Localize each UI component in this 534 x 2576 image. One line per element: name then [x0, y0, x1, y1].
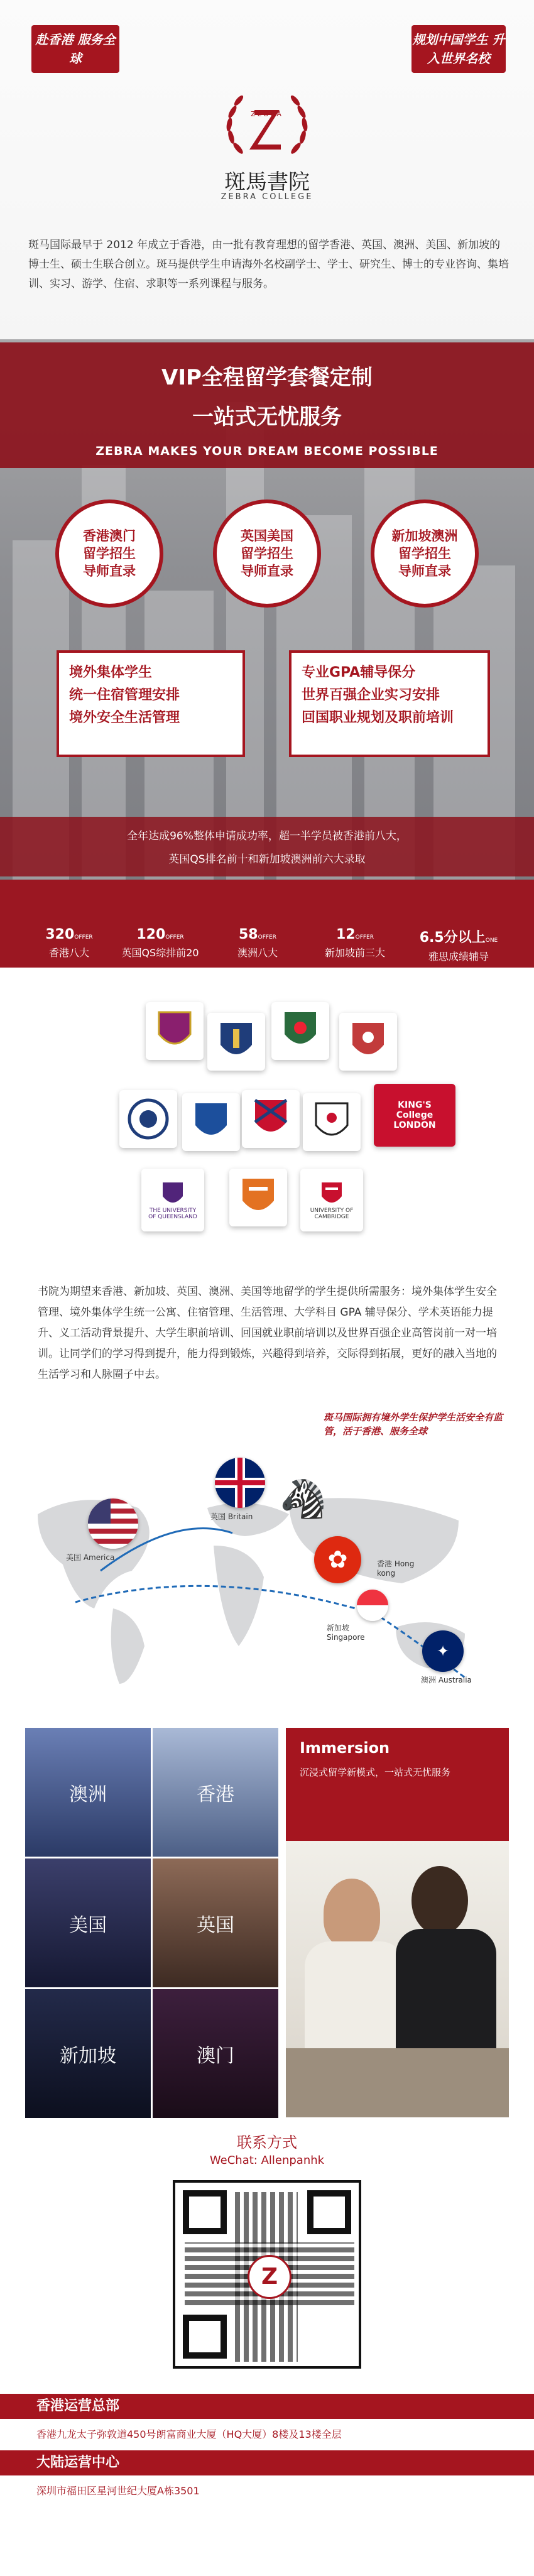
hong-kong-flag-icon: ✿ — [314, 1536, 361, 1583]
achievement-line-1: 全年达成96%整体申请成功率，超一半学员被香港前八大， — [127, 830, 407, 843]
achievement-banner — [0, 817, 534, 876]
stat-suffix: OFFER — [355, 934, 374, 941]
stat-number: 120 — [136, 927, 166, 942]
vip-title: VIP全程留学套餐定制 — [161, 365, 373, 390]
crest-icon — [156, 1009, 193, 1053]
university-crest-badge — [207, 1013, 265, 1071]
university-seal-badge — [119, 1090, 177, 1148]
service-circle-hk — [55, 499, 163, 608]
office-address-mainland: 深圳市福田区星河世纪大厦A栋3501 — [36, 2485, 200, 2497]
map-tagline: 斑马国际拥有境外学生保护学生活安全有监管，活于香港、服务全球 — [324, 1412, 503, 1437]
kings-college-text: KING'S College LONDON — [393, 1100, 436, 1130]
crest-icon — [252, 1097, 290, 1141]
stat-label: 澳洲八大 — [237, 947, 278, 959]
immersion-title: Immersion — [300, 1739, 390, 1757]
wechat-id: WeChat: Allenpanhk — [209, 2154, 325, 2167]
stat-number: 6.5分以上 — [419, 930, 486, 946]
stat-label: 香港八大 — [48, 947, 89, 959]
city-tile-label: 新加坡 — [60, 2044, 116, 2067]
logo-wordmark: ZEBRA — [251, 110, 283, 118]
stat-number: 320 — [45, 927, 75, 942]
map-label-britain: 英国 Britain — [210, 1512, 253, 1521]
cambridge-text: UNIVERSITY OF CAMBRIDGE — [310, 1208, 354, 1220]
map-label-america: 美国 America — [66, 1553, 115, 1562]
city-tile-australia — [25, 1728, 151, 1857]
stat-suffix: OFFER — [258, 934, 276, 941]
seal-icon — [126, 1097, 170, 1141]
stat-sg — [317, 927, 393, 959]
city-tile-label: 澳洲 — [69, 1783, 107, 1806]
services-paragraph: 书院为期望来香港、新加坡、英国、澳洲、美国等地留学的学生提供所需服务：境外集体学生安全管理、境外集体学生统一公寓、住宿管理、生活管理、大学科目 GPA 辅导保分、学术英语能力提升、义工活动背景提升、大学生职前培训、回国就业职前培训以及世界百强企业高管岗前一对一培训。让同学们的学习得到提升，能力得到锻炼，兴趣得到培养，交际得到拓展，更好的融入当地的生活学习和人脉圈子中去。 — [38, 1285, 497, 1381]
university-crest-badge — [339, 1013, 397, 1071]
crest-icon — [349, 1020, 387, 1064]
office-title-mainland: 大陆运营中心 — [0, 2450, 534, 2475]
university-crest-badge — [229, 1169, 287, 1226]
intro-paragraph: 斑马国际最早于 2012 年成立于香港，由一批有教育理想的留学香港、英国、澳洲、美国、新加坡的博士生、硕士生联合创立。斑马提供学生申请海外名校副学士、学士、研究生、博士的专业咨询、集培训、实习、游学、住宿、求职等一系列课程与服务。 — [28, 239, 509, 290]
office-address-hongkong: 香港九龙太子弥敦道450号朗富商业大厦（HQ大厦）8楼及13楼全层 — [36, 2428, 342, 2440]
city-tile-label: 澳门 — [197, 2044, 234, 2067]
city-tile-label: 美国 — [69, 1914, 107, 1936]
vip-banner — [0, 342, 534, 468]
brand-name-cn: 斑馬書院 — [224, 170, 310, 195]
circle-text: 新加坡澳洲 留学招生 导师直录 — [391, 528, 458, 579]
city-tile-usa — [25, 1858, 151, 1987]
stat-ielts — [408, 927, 509, 963]
stat-au — [223, 927, 292, 959]
city-tile-singapore — [25, 1989, 151, 2118]
university-crest-badge — [146, 1002, 204, 1060]
crest-icon — [160, 1180, 185, 1208]
service-box-housing: 境外集体学生 统一住宿管理安排 境外安全生活管理 — [57, 650, 245, 757]
zebra-laurel-logo — [210, 75, 324, 170]
cambridge-logo — [300, 1169, 363, 1231]
city-tile-label: 英国 — [197, 1914, 234, 1936]
stat-number: 12 — [335, 927, 356, 942]
australia-flag-icon: ✦ — [422, 1630, 464, 1672]
city-tile-label: 香港 — [197, 1783, 234, 1806]
contact-title: 联系方式 — [237, 2134, 297, 2151]
stat-suffix: ONE — [485, 937, 498, 944]
crest-icon — [281, 1009, 319, 1053]
students-photo — [286, 1841, 509, 2117]
queensland-text: THE UNIVERSITY OF QUEENSLAND — [148, 1208, 197, 1220]
brand-name-en: ZEBRA COLLEGE — [221, 192, 313, 202]
service-circle-sg — [371, 499, 479, 608]
kings-college-logo — [374, 1084, 455, 1147]
university-crest-badge — [182, 1093, 240, 1151]
pill-right-text: 规划中国学生 升入世界名校 — [412, 32, 505, 66]
stat-hk — [35, 927, 104, 959]
map-label-australia: 澳洲 Australia — [421, 1676, 472, 1684]
city-tile-macau — [153, 1989, 278, 2118]
map-label-singapore: 新加坡 Singapore — [327, 1624, 365, 1642]
crest-icon — [239, 1176, 277, 1220]
us-flag-icon — [88, 1498, 138, 1549]
uk-flag-icon — [215, 1458, 265, 1508]
queensland-logo — [141, 1169, 204, 1231]
vip-subtitle: 一站式无忧服务 — [192, 405, 342, 430]
university-crest-badge — [303, 1093, 361, 1151]
service-box-career: 专业GPA辅导保分 世界百强企业实习安排 回国职业规划及职前培训 — [289, 650, 490, 757]
crest-icon — [217, 1020, 255, 1064]
city-tile-hongkong — [153, 1728, 278, 1857]
crest-icon — [313, 1100, 351, 1144]
stat-uk — [113, 927, 207, 959]
crest-icon — [319, 1180, 344, 1208]
stat-suffix: OFFER — [74, 934, 93, 941]
university-crest-badge — [271, 1002, 329, 1060]
stat-label: 英国QS综排前20 — [121, 947, 199, 959]
stat-suffix: OFFER — [165, 934, 184, 941]
university-crest-badge — [242, 1090, 300, 1148]
map-label-hongkong: 香港 Hong kong — [377, 1559, 415, 1578]
wechat-qr-code[interactable] — [173, 2180, 361, 2369]
header-pill-left — [31, 25, 119, 73]
achievement-line-2: 英国QS排名前十和新加坡澳洲前六大录取 — [168, 853, 366, 866]
pill-left-text: 赴香港 服务全球 — [35, 32, 116, 66]
zebra-qr-logo-icon: Z — [248, 2255, 292, 2299]
stat-label: 新加坡前三大 — [324, 947, 385, 959]
circle-text: 香港澳门 留学招生 导师直录 — [83, 528, 136, 579]
vip-slogan: ZEBRA MAKES YOUR DREAM BECOME POSSIBLE — [95, 444, 439, 458]
circle-text: 英国美国 留学招生 导师直录 — [241, 528, 293, 579]
singapore-flag-icon — [357, 1590, 388, 1621]
immersion-subtitle: 沉浸式留学新模式，一站式无忧服务 — [300, 1767, 451, 1778]
zebra-mascot-icon: 🦓 — [280, 1477, 327, 1521]
stat-label: 雅思成绩辅导 — [428, 951, 489, 963]
city-tile-uk — [153, 1858, 278, 1987]
header-pill-right — [411, 25, 506, 73]
immersion-panel — [286, 1728, 509, 1841]
office-title-hongkong: 香港运营总部 — [0, 2394, 534, 2419]
stat-number: 58 — [238, 927, 258, 942]
service-circle-uk — [213, 499, 321, 608]
crest-icon — [192, 1100, 230, 1144]
